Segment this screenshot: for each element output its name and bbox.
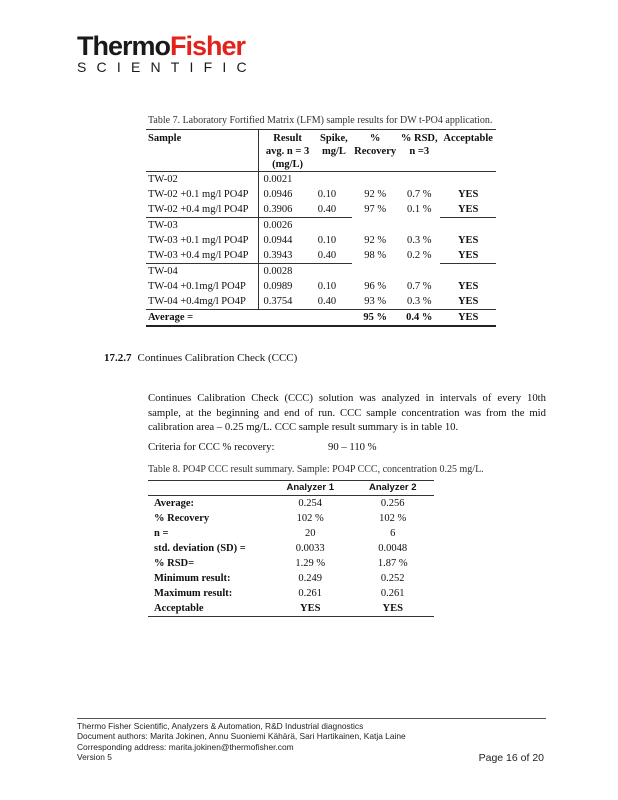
cell-analyzer1: 0.254 xyxy=(298,498,323,509)
cell-recovery: 98 % xyxy=(364,250,387,261)
cell-analyzer1: 0.249 xyxy=(298,573,323,584)
section-title: Continues Calibration Check (CCC) xyxy=(137,352,298,364)
cell-recovery: 92 % xyxy=(364,189,387,200)
cell-spike: 0.40 xyxy=(317,296,337,307)
cell-result: 0.0989 xyxy=(259,279,314,294)
header-rsd-line2: n =3 xyxy=(409,146,430,157)
cell-sample: TW-02 +0.4 mg/l PO4P xyxy=(146,202,259,218)
cell-recovery: 96 % xyxy=(364,281,387,292)
cell-rsd: 0.7 % xyxy=(406,281,432,292)
table-row xyxy=(146,187,496,202)
table7-lfm-results xyxy=(146,129,496,327)
row-label: Average: xyxy=(154,498,195,509)
table-row xyxy=(146,218,496,234)
average-label: Average = xyxy=(146,310,259,327)
company-logo xyxy=(77,32,257,74)
cell-recovery xyxy=(352,218,398,234)
cell-recovery xyxy=(352,172,398,188)
header-result-line1: Result xyxy=(273,133,302,144)
row-label: n = xyxy=(154,528,169,539)
cell-spike: 0.10 xyxy=(317,189,337,200)
header-result-line2: avg. n = 3 xyxy=(265,146,310,157)
cell-spike: 0.40 xyxy=(314,202,352,218)
table-row xyxy=(146,294,496,310)
header-recovery-line2: Recovery xyxy=(354,146,397,157)
cell-acceptable xyxy=(440,218,496,234)
cell-acceptable: YES xyxy=(457,189,479,200)
cell-sample: TW-04 +0.4mg/l PO4P xyxy=(148,296,246,307)
cell-recovery xyxy=(352,264,398,280)
cell-rsd: 0.3 % xyxy=(406,296,432,307)
cell-rsd xyxy=(398,172,440,188)
table-row xyxy=(146,279,496,294)
logo-wordmark xyxy=(77,32,257,60)
cell-sample: TW-02 +0.1 mg/l PO4P xyxy=(148,189,249,200)
cell-analyzer1: 0.261 xyxy=(298,588,323,599)
criteria-line xyxy=(148,441,377,453)
cell-acceptable xyxy=(440,264,496,280)
cell-acceptable: YES xyxy=(457,296,479,307)
table8-header-analyzer1: Analyzer 1 xyxy=(269,481,352,496)
logo-scientific: SCIENTIFIC xyxy=(77,59,257,75)
cell-analyzer1: 1.29 % xyxy=(295,558,326,569)
footer-divider xyxy=(77,718,546,719)
cell-spike: 0.40 xyxy=(314,248,352,264)
cell-rsd xyxy=(398,264,440,280)
cell-analyzer1: 0.0033 xyxy=(295,543,325,554)
row-label: % RSD= xyxy=(154,558,195,569)
table7-header-result xyxy=(259,130,314,172)
row-label: Acceptable xyxy=(148,601,269,617)
table-row xyxy=(148,556,434,571)
cell-sample: TW-04 xyxy=(148,266,178,277)
cell-spike: 0.10 xyxy=(317,235,337,246)
cell-spike xyxy=(314,264,352,280)
cell-analyzer1: YES xyxy=(269,601,352,617)
header-result-line3: (mg/L) xyxy=(272,159,304,170)
logo-thermo: Thermo xyxy=(77,31,171,61)
cell-result: 0.3754 xyxy=(259,294,314,310)
cell-analyzer2: 1.87 % xyxy=(377,558,408,569)
cell-analyzer1: 20 xyxy=(304,528,316,539)
header-recovery-line1: % xyxy=(369,133,381,144)
average-result xyxy=(259,310,314,327)
cell-acceptable: YES xyxy=(440,202,496,218)
table-row xyxy=(148,511,434,526)
page-number: Page 16 of 20 xyxy=(478,752,544,764)
table7-caption: Table 7. Laboratory Fortified Matrix (LFM) sample results for DW t-PO4 application. xyxy=(148,115,493,126)
cell-recovery: 93 % xyxy=(364,296,387,307)
table-row xyxy=(148,586,434,601)
table-row xyxy=(148,571,434,586)
average-spike xyxy=(314,310,352,327)
cell-analyzer2: 0.252 xyxy=(380,573,405,584)
cell-recovery: 92 % xyxy=(364,235,387,246)
cell-sample: TW-03 xyxy=(148,220,178,231)
table-row xyxy=(146,248,496,264)
cell-analyzer2: YES xyxy=(351,601,434,617)
header-rsd-line1: % RSD, xyxy=(400,133,438,144)
cell-analyzer2: 6 xyxy=(390,528,396,539)
table7-header-acceptable: Acceptable xyxy=(440,130,496,172)
cell-analyzer2: 0.256 xyxy=(380,498,405,509)
cell-sample: TW-03 +0.1 mg/l PO4P xyxy=(148,235,249,246)
cell-acceptable: YES xyxy=(457,281,479,292)
table7-header-rsd xyxy=(398,130,440,172)
logo-fisher: Fisher xyxy=(170,31,246,61)
table7-average-row xyxy=(146,310,496,327)
row-label: Minimum result: xyxy=(154,573,231,584)
cell-spike xyxy=(314,218,352,234)
cell-result: 0.0021 xyxy=(259,172,314,188)
cell-analyzer2: 0.0048 xyxy=(378,543,408,554)
table8-header-row xyxy=(148,481,434,496)
cell-result: 0.3906 xyxy=(259,202,314,218)
table-row xyxy=(148,496,434,512)
footer-line-address: Corresponding address: marita.jokinen@thermofisher.com xyxy=(77,741,294,752)
table-row xyxy=(146,264,496,280)
cell-rsd xyxy=(398,218,440,234)
table7-header-row xyxy=(146,130,496,172)
cell-recovery: 97 % xyxy=(364,204,387,215)
footer-line-version: Version 5 xyxy=(77,752,112,763)
cell-acceptable: YES xyxy=(440,248,496,264)
section-heading xyxy=(104,352,297,364)
footer-line-authors: Document authors: Marita Jokinen, Annu Suoniemi Kähärä, Sari Hartikainen, Katja Laine xyxy=(77,731,406,742)
table7-header-recovery xyxy=(352,130,398,172)
cell-result: 0.0944 xyxy=(259,233,314,248)
criteria-value: 90 – 110 % xyxy=(328,441,377,453)
cell-result: 0.3943 xyxy=(259,248,314,264)
table8-header-analyzer2: Analyzer 2 xyxy=(351,481,434,496)
cell-rsd: 0.1 % xyxy=(406,204,432,215)
cell-rsd: 0.3 % xyxy=(406,235,432,246)
average-acceptable: YES xyxy=(440,310,496,327)
table7-header-spike xyxy=(314,130,352,172)
page-footer xyxy=(77,721,406,763)
cell-result: 0.0946 xyxy=(259,187,314,202)
table8-ccc-summary xyxy=(148,480,434,617)
criteria-label: Criteria for CCC % recovery: xyxy=(148,441,275,453)
table-row xyxy=(146,202,496,218)
cell-result: 0.0028 xyxy=(259,264,314,280)
cell-analyzer2: 102 % xyxy=(379,513,407,524)
cell-rsd: 0.7 % xyxy=(406,189,432,200)
table-row xyxy=(148,526,434,541)
table-row xyxy=(146,172,496,188)
cell-sample: TW-04 +0.1mg/l PO4P xyxy=(148,281,246,292)
cell-sample: TW-02 xyxy=(148,174,178,185)
cell-spike xyxy=(314,172,352,188)
section-number: 17.2.7 xyxy=(104,352,132,364)
cell-acceptable: YES xyxy=(457,235,479,246)
cell-acceptable xyxy=(440,172,496,188)
row-label: % Recovery xyxy=(154,513,210,524)
cell-result: 0.0026 xyxy=(259,218,314,234)
section-paragraph: Continues Calibration Check (CCC) solution was analyzed in intervals of every 10th sample, at the beginning and end of run. CCC sample concentration was from the mid calibration area – 0.25 mg/L. CCC sample result summary is in table 10. xyxy=(148,392,546,433)
table-row xyxy=(148,601,434,617)
cell-spike: 0.10 xyxy=(317,281,337,292)
average-rsd: 0.4 % xyxy=(398,310,440,327)
header-spike-line2: mg/L xyxy=(321,146,346,157)
average-recovery: 95 % xyxy=(352,310,398,327)
header-spike-line1: Spike, xyxy=(320,133,348,144)
cell-sample: TW-03 +0.4 mg/l PO4P xyxy=(146,248,259,264)
cell-rsd: 0.2 % xyxy=(406,250,432,261)
cell-analyzer2: 0.261 xyxy=(380,588,405,599)
table7-header-sample: Sample xyxy=(146,130,259,172)
footer-line-company: Thermo Fisher Scientific, Analyzers & Automation, R&D Industrial diagnostics xyxy=(77,721,364,731)
cell-analyzer1: 102 % xyxy=(296,513,324,524)
row-label: std. deviation (SD) = xyxy=(154,543,246,554)
table8-header-blank xyxy=(148,481,269,496)
table-row xyxy=(148,541,434,556)
row-label: Maximum result: xyxy=(154,588,233,599)
table8-caption: Table 8. PO4P CCC result summary. Sample: PO4P CCC, concentration 0.25 mg/L. xyxy=(148,464,484,475)
table-row xyxy=(146,233,496,248)
